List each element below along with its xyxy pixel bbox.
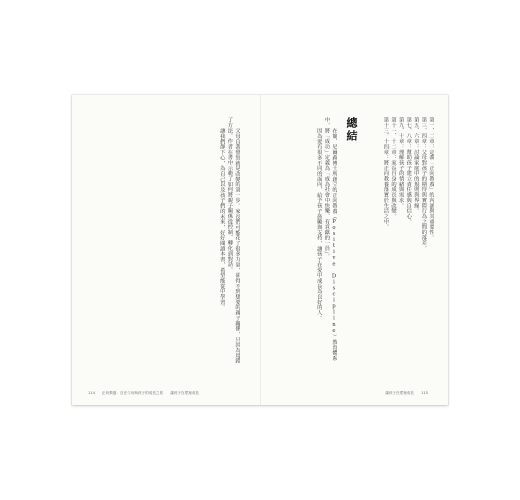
- left-footer: [88, 391, 205, 396]
- chapter-item-2: 第三、四章：父母對孩子的期待與實際行為之間的落差。: [420, 117, 427, 251]
- chapter-item-7: 第十三、十四章：將正向教養落實於生活之中。: [382, 117, 389, 230]
- left-paragraph-1: 父母自我覺察就是改變的第一步。家長們可能花了很多力氣，卻得不到想要的親子關係，只因為用錯了方法。作者在書中示範了如何將親子關係從控制、轉化到對話。: [226, 117, 240, 363]
- summary-paragraph-2: 因為愛有很多不同的面向，給予孩子鼓勵與支持，讓孩子在愛中成長為良好的人。: [315, 127, 322, 321]
- chapter-list: [358, 117, 434, 367]
- open-book: [72, 95, 448, 405]
- left-page-number: 114: [88, 391, 95, 395]
- right-section-title: 讓孩子在愛裡成長: [385, 391, 414, 395]
- right-footer: [385, 391, 434, 396]
- left-page-body: [100, 117, 240, 367]
- chapter-item-4: 第七、八章：幫助孩子建立責任感與自信心。: [405, 117, 412, 224]
- summary-body: [275, 117, 337, 367]
- left-page: [72, 95, 260, 405]
- right-page-number: 115: [421, 391, 428, 395]
- chapter-item-6: 第十一、十二章：家長自身的成長與改變。: [390, 117, 397, 219]
- chapter-item-5: 第九、十章：理解孩子的情緒與需求。: [397, 117, 404, 208]
- summary-paragraph-1: 在簡．尼爾森博士所創立的正向教養（Positive Discipline）教育體系中，將「成功」定義為「成為社會中快樂、有貢獻的一員」。: [323, 117, 337, 361]
- right-page: [261, 95, 448, 405]
- left-section-title: 讓孩子在愛裡成長: [170, 391, 200, 395]
- left-paragraph-2: 讓我們靜下心，為自己以及孩子們的未來，好好閱讀本書，希望能從中學習。: [218, 127, 225, 310]
- chapter-item-1: 第一、二章：定義「正向教養」的內涵與其重要性。: [428, 117, 434, 241]
- chapter-item-3: 第五、六章：討論家庭中的規則與界線。: [412, 117, 419, 214]
- section-heading: 總結: [345, 117, 358, 143]
- left-book-title: 正向教養：自在父母與孩子的成長之旅: [102, 391, 164, 395]
